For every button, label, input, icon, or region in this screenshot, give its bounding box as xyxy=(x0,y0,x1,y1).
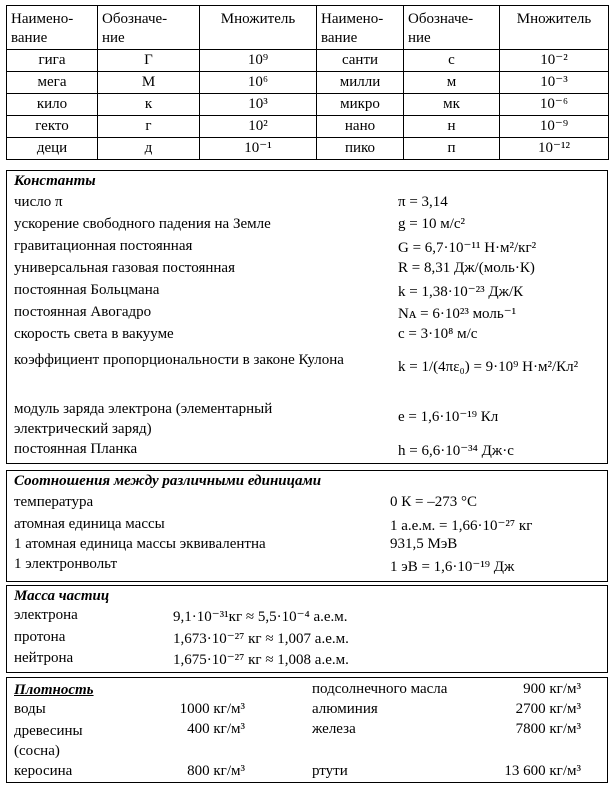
constant-value: g = 10 м/с² xyxy=(398,216,466,232)
prefix-multiplier: 10⁻⁹ xyxy=(500,116,609,138)
prefix-name: пико xyxy=(317,138,404,160)
prefix-symbol: н xyxy=(404,116,500,138)
header-name-2: Наимено- вание xyxy=(317,6,404,50)
header-symbol-2: Обозначе- ние xyxy=(404,6,500,50)
relations-title: Соотношения между различными единицами xyxy=(14,473,322,489)
constant-name: ускорение свободного падения на Земле xyxy=(14,216,271,232)
particle-mass: 9,1·10⁻³¹кг ≈ 5,5·10⁻⁴ а.е.м. xyxy=(173,609,348,625)
density-value: 800 кг/м³ xyxy=(187,763,245,779)
constant-name: число π xyxy=(14,194,63,210)
constant-value: R = 8,31 Дж/(моль·К) xyxy=(398,260,535,276)
prefix-name: микро xyxy=(317,94,404,116)
relation-value: 0 К = –273 °С xyxy=(390,494,477,510)
header-multiplier-2: Множитель xyxy=(500,6,609,50)
relation-value: 1 эВ = 1,6·10⁻¹⁹ Дж xyxy=(390,559,515,575)
relation-name: 1 электронвольт xyxy=(14,556,118,572)
density-value: 900 кг/м³ xyxy=(523,681,581,697)
density-value: 2700 кг/м³ xyxy=(515,701,581,717)
constant-name: универсальная газовая постоянная xyxy=(14,260,235,276)
relation-value: 931,5 МэВ xyxy=(390,536,458,552)
header-symbol: Обозначе- ние xyxy=(98,6,200,50)
particle-name: электрона xyxy=(14,607,78,623)
particle-mass: 1,673·10⁻²⁷ кг ≈ 1,007 а.е.м. xyxy=(173,631,349,647)
constant-name: модуль заряда электрона (элементарный электрический заряд) xyxy=(14,401,273,437)
constant-value: k = 1,38·10⁻²³ Дж/К xyxy=(398,284,524,300)
density-value: 7800 кг/м³ xyxy=(515,721,581,737)
prefix-multiplier: 10⁻² xyxy=(500,50,609,72)
coulomb-formula: k = 1/(4πε₀) = 9·10⁹ Н·м²/Кл² xyxy=(398,359,579,375)
constants-section xyxy=(6,170,608,464)
constant-value: e = 1,6·10⁻¹⁹ Кл xyxy=(398,409,499,425)
particles-title: Масса частиц xyxy=(14,588,110,604)
prefix-multiplier: 10² xyxy=(200,116,317,138)
constant-name: коэффициент пропорциональности в законе Кулона xyxy=(14,352,344,368)
prefix-symbol: с xyxy=(404,50,500,72)
prefix-symbol: Г xyxy=(98,50,200,72)
constant-name: скорость света в вакууме xyxy=(14,326,174,342)
prefix-symbol: к xyxy=(98,94,200,116)
density-value: 400 кг/м³ xyxy=(187,721,245,737)
density-value: 13 600 кг/м³ xyxy=(504,763,581,779)
table-row xyxy=(7,72,609,94)
particle-mass: 1,675·10⁻²⁷ кг ≈ 1,008 а.е.м. xyxy=(173,652,349,668)
relation-name: температура xyxy=(14,494,94,510)
prefix-symbol: г xyxy=(98,116,200,138)
density-name: алюминия xyxy=(312,701,378,717)
constant-value: π = 3,14 xyxy=(398,194,448,210)
density-name: подсолнечного масла xyxy=(312,681,448,697)
relation-value: 1 а.е.м. = 1,66·10⁻²⁷ кг xyxy=(390,518,533,534)
header-multiplier: Множитель xyxy=(200,6,317,50)
header-name: Наимено- вание xyxy=(7,6,98,50)
prefix-name: гига xyxy=(7,50,98,72)
prefix-name: мега xyxy=(7,72,98,94)
relations-section xyxy=(6,470,608,582)
density-name: ртути xyxy=(312,763,348,779)
constant-value: c = 3·10⁸ м/с xyxy=(398,326,478,342)
prefix-name: санти xyxy=(317,50,404,72)
particle-mass-section xyxy=(6,585,608,673)
prefix-table xyxy=(6,5,609,160)
particle-name: протона xyxy=(14,629,66,645)
particle-name: нейтрона xyxy=(14,650,74,666)
constant-value: h = 6,6·10⁻³⁴ Дж·с xyxy=(398,443,514,459)
constants-title: Константы xyxy=(14,173,96,189)
density-title: Плотность xyxy=(14,682,94,698)
prefix-table-header xyxy=(7,6,609,50)
density-name: воды xyxy=(14,701,46,717)
prefix-name: милли xyxy=(317,72,404,94)
prefix-symbol: д xyxy=(98,138,200,160)
relation-name: 1 атомная единица массы эквивалентна xyxy=(14,536,266,552)
prefix-name: деци xyxy=(7,138,98,160)
constant-value: G = 6,7·10⁻¹¹ Н·м²/кг² xyxy=(398,240,537,256)
prefix-multiplier: 10⁻⁶ xyxy=(500,94,609,116)
prefix-name: гекто xyxy=(7,116,98,138)
table-row xyxy=(7,116,609,138)
prefix-symbol: М xyxy=(98,72,200,94)
relation-name: атомная единица массы xyxy=(14,516,165,532)
constant-name: гравитационная постоянная xyxy=(14,238,193,254)
density-name: керосина xyxy=(14,763,73,779)
prefix-multiplier: 10⁻¹ xyxy=(200,138,317,160)
prefix-symbol: мк xyxy=(404,94,500,116)
constant-name: постоянная Авогадро xyxy=(14,304,152,320)
density-name: железа xyxy=(312,721,356,737)
prefix-multiplier: 10⁶ xyxy=(200,72,317,94)
density-section xyxy=(6,677,608,783)
prefix-multiplier: 10³ xyxy=(200,94,317,116)
prefix-multiplier: 10⁹ xyxy=(200,50,317,72)
prefix-symbol: п xyxy=(404,138,500,160)
density-value: 1000 кг/м³ xyxy=(179,701,245,717)
prefix-name: нано xyxy=(317,116,404,138)
table-row xyxy=(7,138,609,160)
density-name: древесины (сосна) xyxy=(14,723,83,759)
table-row xyxy=(7,94,609,116)
table-row xyxy=(7,50,609,72)
prefix-multiplier: 10⁻³ xyxy=(500,72,609,94)
constant-value: Nᴀ = 6·10²³ моль⁻¹ xyxy=(398,306,517,322)
prefix-symbol: м xyxy=(404,72,500,94)
prefix-multiplier: 10⁻¹² xyxy=(500,138,609,160)
constant-name: постоянная Планка xyxy=(14,441,138,457)
prefix-name: кило xyxy=(7,94,98,116)
constant-name: постоянная Больцмана xyxy=(14,282,160,298)
